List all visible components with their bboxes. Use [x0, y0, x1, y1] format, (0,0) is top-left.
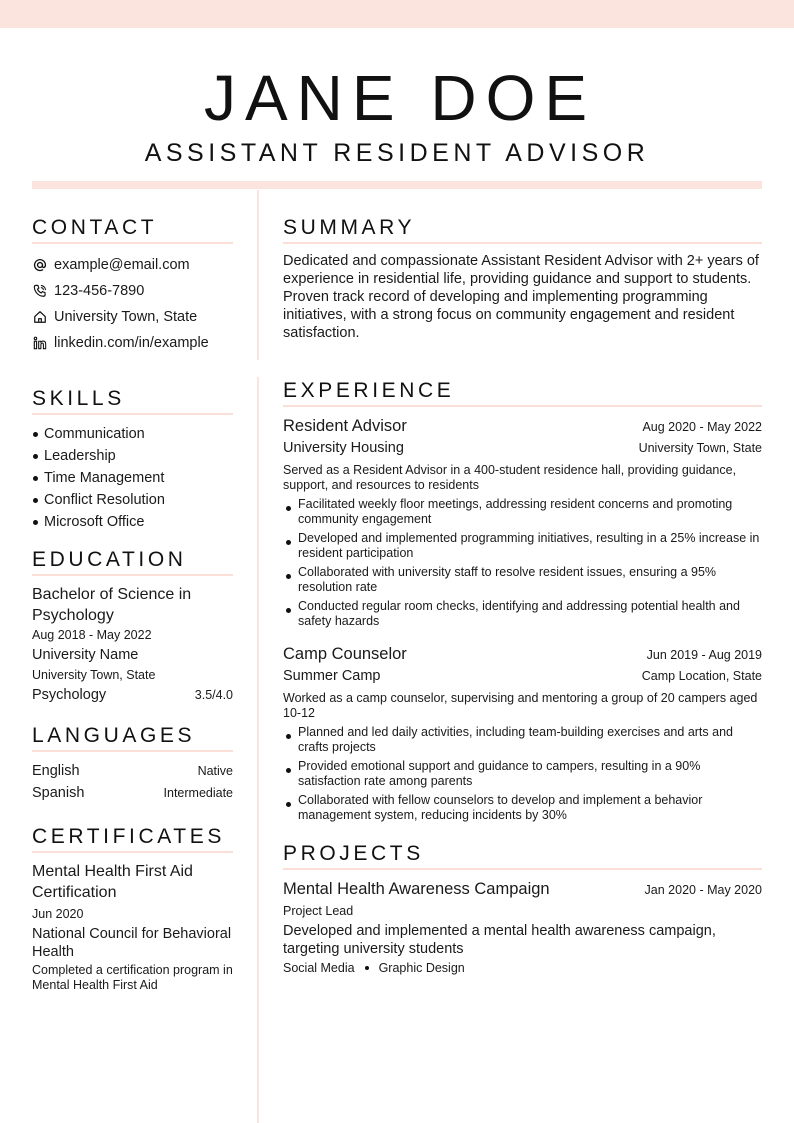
- certificate-desc: Completed a certification program in Mental Health First Aid: [32, 963, 233, 992]
- gpa: 3.5/4.0: [194, 688, 233, 702]
- bullet-icon: [286, 506, 291, 511]
- job-entry: [283, 415, 762, 629]
- contact-location: [32, 304, 233, 330]
- email-link[interactable]: example@email.com: [54, 257, 190, 273]
- job-bullet: Provided emotional support and guidance to campers, resulting in a 90% satisfaction rate among parents: [283, 759, 762, 789]
- job-bullet: Collaborated with university staff to resolve resident issues, ensuring a 95% resolution rate: [283, 565, 762, 595]
- major: Psychology: [32, 687, 107, 703]
- education-heading: EDUCATION: [32, 547, 233, 576]
- contact-heading: CONTACT: [32, 215, 233, 244]
- certificate-title: Mental Health First Aid Certification: [32, 863, 193, 901]
- job-description: Served as a Resident Advisor in a 400-student residence hall, providing guidance, support, and resources to residents: [283, 463, 737, 492]
- project-title: Mental Health Awareness Campaign: [283, 880, 550, 898]
- skill-item: Conflict Resolution: [32, 489, 233, 511]
- job-role: Camp Counselor: [283, 645, 407, 663]
- phone-number: 123-456-7890: [54, 283, 145, 299]
- summary-text: Dedicated and compassionate Assistant Resident Advisor with 2+ years of experience in residential life, providing guidance and support to students. Proven track record of developing and implementing programming initiatives, with a strong focus on community engagement and resident satisfaction.: [283, 253, 759, 341]
- bullet-icon: [33, 520, 38, 525]
- bullet-icon: [286, 608, 291, 613]
- home-icon: [32, 309, 48, 325]
- job-location: University Town, State: [638, 441, 762, 455]
- job-bullets: [283, 725, 762, 823]
- project-description: Developed and implemented a mental health awareness campaign, targeting university students: [283, 923, 716, 957]
- job-title: ASSISTANT RESIDENT ADVISOR: [144, 139, 650, 167]
- phone-icon: [32, 283, 48, 299]
- column-divider-top: [257, 190, 259, 360]
- skills-list: [32, 423, 233, 533]
- projects-section: [283, 841, 762, 975]
- contact-phone: [32, 278, 233, 304]
- bullet-icon: [33, 498, 38, 503]
- bullet-icon: [286, 540, 291, 545]
- job-bullet: Developed and implemented programming initiatives, resulting in a 25% increase in resident participation: [283, 531, 762, 561]
- project-tags: [283, 961, 762, 975]
- job-entry: [283, 643, 762, 823]
- summary-section: [283, 215, 762, 342]
- job-bullets: [283, 497, 762, 629]
- job-org-row: [283, 437, 762, 459]
- top-accent-bar: [0, 0, 794, 28]
- language-level: Intermediate: [163, 786, 233, 800]
- summary-heading: SUMMARY: [283, 215, 762, 244]
- project-title-row: [283, 878, 762, 900]
- languages-heading: LANGUAGES: [32, 723, 233, 752]
- job-org-row: [283, 665, 762, 687]
- job-role: Resident Advisor: [283, 417, 407, 435]
- job-bullet: Collaborated with fellow counselors to develop and implement a behavior management system, reducing incidents by 30%: [283, 793, 762, 823]
- bullet-icon: [286, 574, 291, 579]
- job-title-row: [283, 643, 762, 665]
- column-divider-bottom: [257, 377, 259, 1123]
- job-description: Worked as a camp counselor, supervising and mentoring a group of 20 campers aged 10-12: [283, 691, 758, 720]
- contact-email: [32, 252, 233, 278]
- school-location: University Town, State: [32, 668, 156, 682]
- linkedin-link[interactable]: linkedin.com/in/example: [54, 335, 209, 351]
- job-dates: Jun 2019 - Aug 2019: [646, 648, 762, 662]
- skills-section: [32, 386, 233, 533]
- project-dates: Jan 2020 - May 2020: [644, 883, 762, 897]
- certificate-date: Jun 2020: [32, 907, 84, 921]
- language-row: [32, 760, 233, 782]
- bullet-icon: [365, 966, 369, 970]
- bullet-icon: [33, 432, 38, 437]
- header-divider: [32, 181, 762, 189]
- language-name: Spanish: [32, 785, 85, 801]
- experience-section: [283, 378, 762, 823]
- skill-item: Communication: [32, 423, 233, 445]
- education-dates: Aug 2018 - May 2022: [32, 628, 152, 642]
- linkedin-icon: [32, 335, 48, 351]
- bullet-icon: [286, 802, 291, 807]
- location-text: University Town, State: [54, 309, 198, 325]
- right-column: [283, 215, 762, 975]
- school-name: University Name: [32, 647, 139, 663]
- job-bullet: Planned and led daily activities, including team-building exercises and arts and crafts projects: [283, 725, 762, 755]
- bullet-icon: [286, 768, 291, 773]
- certificate-title: National Council for Behavioral Health: [32, 926, 232, 960]
- project-tag: Social Media: [283, 961, 355, 975]
- project-tag: Graphic Design: [378, 961, 465, 975]
- language-row: [32, 782, 233, 804]
- education-section: [32, 547, 233, 706]
- skill-item: Leadership: [32, 445, 233, 467]
- job-bullet: Conducted regular room checks, identifying and addressing potential health and safety hazards: [283, 599, 762, 629]
- project-role: Project Lead: [283, 904, 354, 918]
- contact-linkedin: [32, 330, 233, 356]
- language-level: Native: [197, 764, 233, 778]
- bullet-icon: [286, 734, 291, 739]
- certificates-heading: CERTIFICATES: [32, 824, 233, 853]
- certificates-section: [32, 824, 233, 993]
- job-title-row: [283, 415, 762, 437]
- projects-heading: PROJECTS: [283, 841, 762, 870]
- skill-item: Microsoft Office: [32, 511, 233, 533]
- languages-section: [32, 723, 233, 804]
- contact-section: [32, 215, 233, 356]
- bullet-icon: [33, 454, 38, 459]
- job-location: Camp Location, State: [641, 669, 762, 683]
- bullet-icon: [33, 476, 38, 481]
- major-row: [32, 684, 233, 706]
- language-name: English: [32, 763, 80, 779]
- job-bullet: Facilitated weekly floor meetings, addressing resident concerns and promoting community engagement: [283, 497, 762, 527]
- candidate-name: JANE DOE: [203, 62, 597, 134]
- job-org: Summer Camp: [283, 668, 381, 684]
- skill-item: Time Management: [32, 467, 233, 489]
- job-org: University Housing: [283, 440, 404, 456]
- at-sign-icon: [32, 257, 48, 273]
- degree: Bachelor of Science in Psychology: [32, 586, 192, 624]
- left-column: [32, 215, 233, 993]
- skills-heading: SKILLS: [32, 386, 233, 415]
- job-dates: Aug 2020 - May 2022: [642, 420, 762, 434]
- experience-heading: EXPERIENCE: [283, 378, 762, 407]
